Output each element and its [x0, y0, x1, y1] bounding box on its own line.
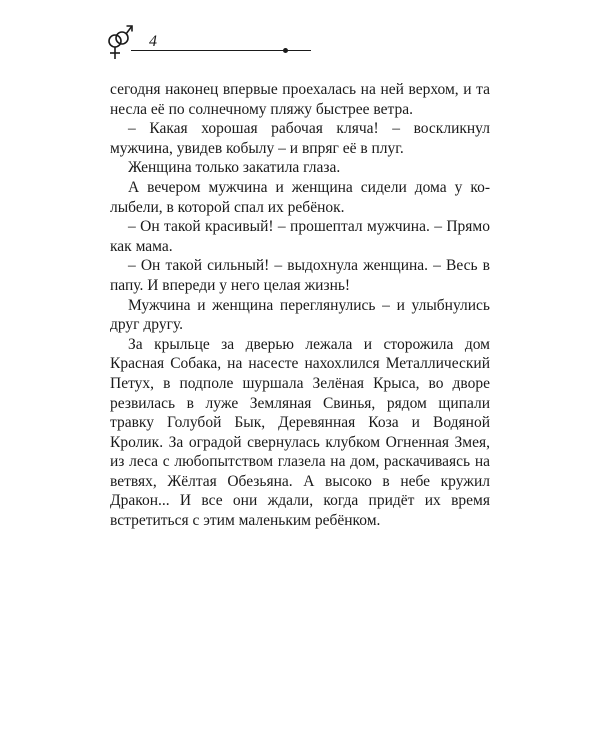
header-rule-dot [283, 48, 288, 53]
paragraph: Женщина только закатила глаза. [128, 159, 341, 177]
page-number: 4 [149, 33, 157, 50]
male-female-symbols-icon [105, 22, 135, 62]
body-text [110, 80, 490, 531]
paragraph: А вечером мужчина и женщина сидели дома у колыбели, в которой спал их ребёнок. [110, 178, 490, 216]
paragraph: – Он такой сильный! – выдохнула женщина. – Весь в папу. И впереди у него целая жизнь! [110, 257, 490, 294]
paragraph: – Какая хорошая рабочая кляча! – воскликнул мужчина, увидев кобылу – и впряг её в плуг. [110, 120, 490, 157]
paragraph: За крыльце за дверью лежала и сторожила дом Красная Собака, на насесте нахохлился Металлический Петух, в подполе шуршала Зелёная Крыса, во дворе резвилась в луже Земляная Свинья, рядом щипали травку Голубой Бык, Деревянная Коза и Водяной Кролик. За оградой свернулась клубком Огненная Змея, из леса с любопытством глазела на дом, раскачиваясь на ветвях, Жёлтая Обезьяна. А высоко в небе кружил Дракон... И все они ждали, когда придёт их время встретиться с этим маленьким ребёнком. [110, 335, 490, 530]
paragraph: Мужчина и женщина переглянулись – и улыбнулись друг другу. [110, 296, 490, 334]
paragraph: – Он такой красивый! – прошептал мужчина. – Прямо как мама. [110, 218, 490, 255]
page-header [105, 22, 320, 62]
paragraph: сегодня наконец впервые проехалась на ней верхом, и та несла её по солнечному пляжу быстрее ветра. [110, 81, 490, 118]
